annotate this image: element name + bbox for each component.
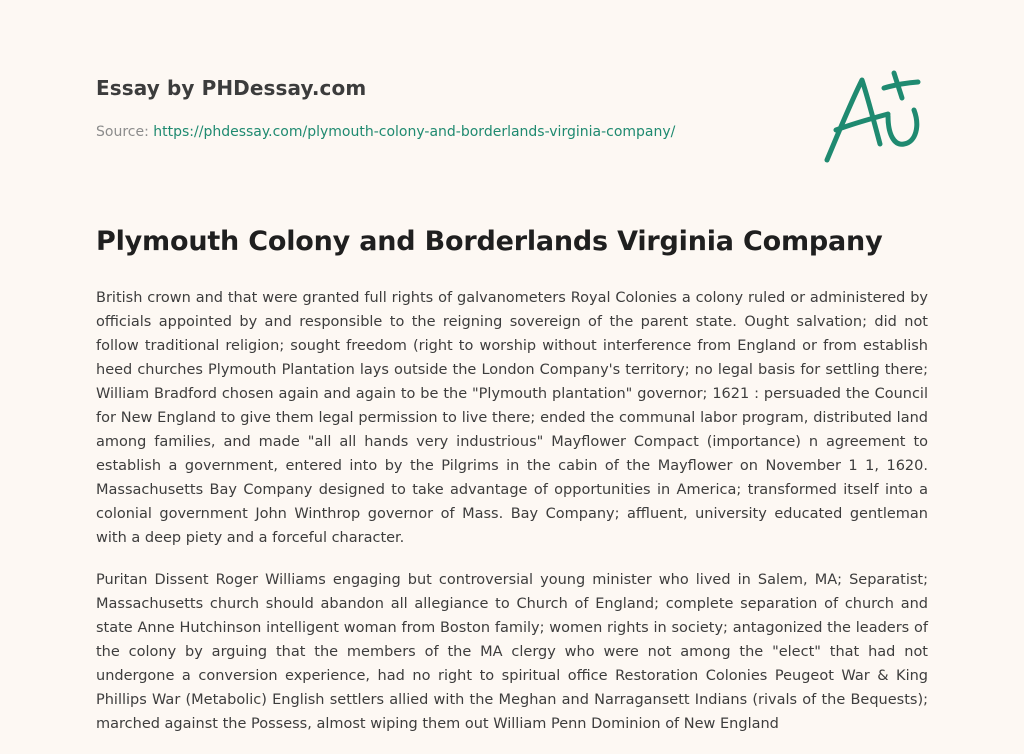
essay-page <box>96 0 928 748</box>
source-link[interactable]: https://phdessay.com/plymouth-colony-and-borderlands-virginia-company/ <box>153 124 676 140</box>
a-plus-grade-icon <box>818 64 928 168</box>
essay-title: Plymouth Colony and Borderlands Virginia Company <box>96 226 883 257</box>
source-label: Source: <box>96 124 154 140</box>
site-title: Essay by PHDessay.com <box>96 76 367 100</box>
essay-body <box>96 286 928 754</box>
essay-paragraph: British crown and that were granted full rights of galvanometers Royal Colonies a colony ruled or administered by officials appointed by and responsible to the reigning sovereign of the parent state. Ought salvation; did not follow traditional religion; sought freedom (right to worship without interference from England or from establish heed churches Plymouth Plantation lays outside the London Company's territory; no legal basis for settling there; William Bradford chosen again and again to be the "Plymouth plantation" governor; 1621 : persuaded the Council for New England to give them legal permission to live there; ended the communal labor program, distributed land among families, and made "all all hands very industrious" Mayflower Compact (importance) n agreement to establish a government, entered into by the Pilgrims in the cabin of the Mayflower on November 1 1, 1620. Massachusetts Bay Company designed to take advantage of opportunities in America; transformed itself into a colonial government John Winthrop governor of Mass. Bay Company; affluent, university educated gentleman with a deep piety and a forceful character. <box>96 290 928 546</box>
source-line <box>96 124 675 140</box>
essay-paragraph: Puritan Dissent Roger Williams engaging but controversial young minister who lived in Salem, MA; Separatist; Massachusetts church should abandon all allegiance to Church of England; complete separation of church and state Anne Hutchinson intelligent woman from Boston family; women rights in society; antagonized the leaders of the colony by arguing that the members of the MA clergy who were not among the "elect" that had not undergone a conversion experience, had no right to spiritual office Restoration Colonies Peugeot War & King Phillips War (Metabolic) English settlers allied with the Meghan and Narragansett Indians (rivals of the Bequests); marched against the Possess, almost wiping them out William Penn Dominion of New England <box>96 572 928 732</box>
